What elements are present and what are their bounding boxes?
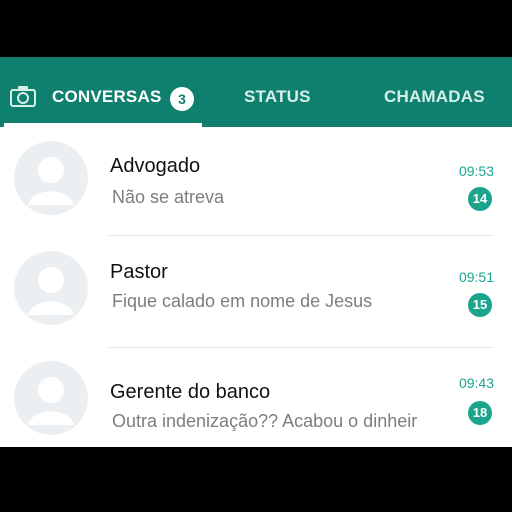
chat-preview: Fique calado em nome de Jesus	[112, 291, 373, 311]
divider	[108, 235, 494, 236]
unread-count-badge: 14	[468, 187, 492, 211]
chat-time: 09:53	[458, 163, 494, 179]
avatar[interactable]	[14, 361, 88, 435]
tab-conversas[interactable]: CONVERSAS	[52, 87, 162, 106]
camera-icon[interactable]	[10, 85, 36, 107]
chat-name: Advogado	[110, 155, 201, 177]
chat-name: Pastor	[110, 261, 168, 283]
tab-chamadas[interactable]: CHAMADAS	[384, 87, 485, 106]
default-avatar-icon	[14, 361, 88, 435]
chat-preview: Não se atreva	[112, 187, 225, 207]
avatar[interactable]	[14, 251, 88, 325]
whatsapp-screen	[0, 57, 512, 447]
unread-count-badge: 18	[468, 401, 492, 425]
chat-time: 09:51	[458, 269, 494, 285]
top-bar	[0, 57, 512, 127]
avatar[interactable]	[14, 141, 88, 215]
default-avatar-icon	[14, 251, 88, 325]
chat-list-item[interactable]	[0, 347, 512, 447]
tab-status[interactable]: STATUS	[244, 87, 311, 106]
default-avatar-icon	[14, 141, 88, 215]
chat-time: 09:43	[458, 375, 494, 391]
unread-count-badge: 15	[468, 293, 492, 317]
conversas-count-badge: 3	[170, 87, 194, 111]
chat-name: Gerente do banco	[110, 381, 271, 403]
chat-list-item[interactable]	[0, 237, 512, 347]
chat-preview: Outra indenização?? Acabou o dinheir	[112, 411, 418, 431]
camera-icon-svg	[10, 85, 36, 107]
chat-list-item[interactable]	[0, 127, 512, 237]
tab-strip	[0, 71, 512, 127]
